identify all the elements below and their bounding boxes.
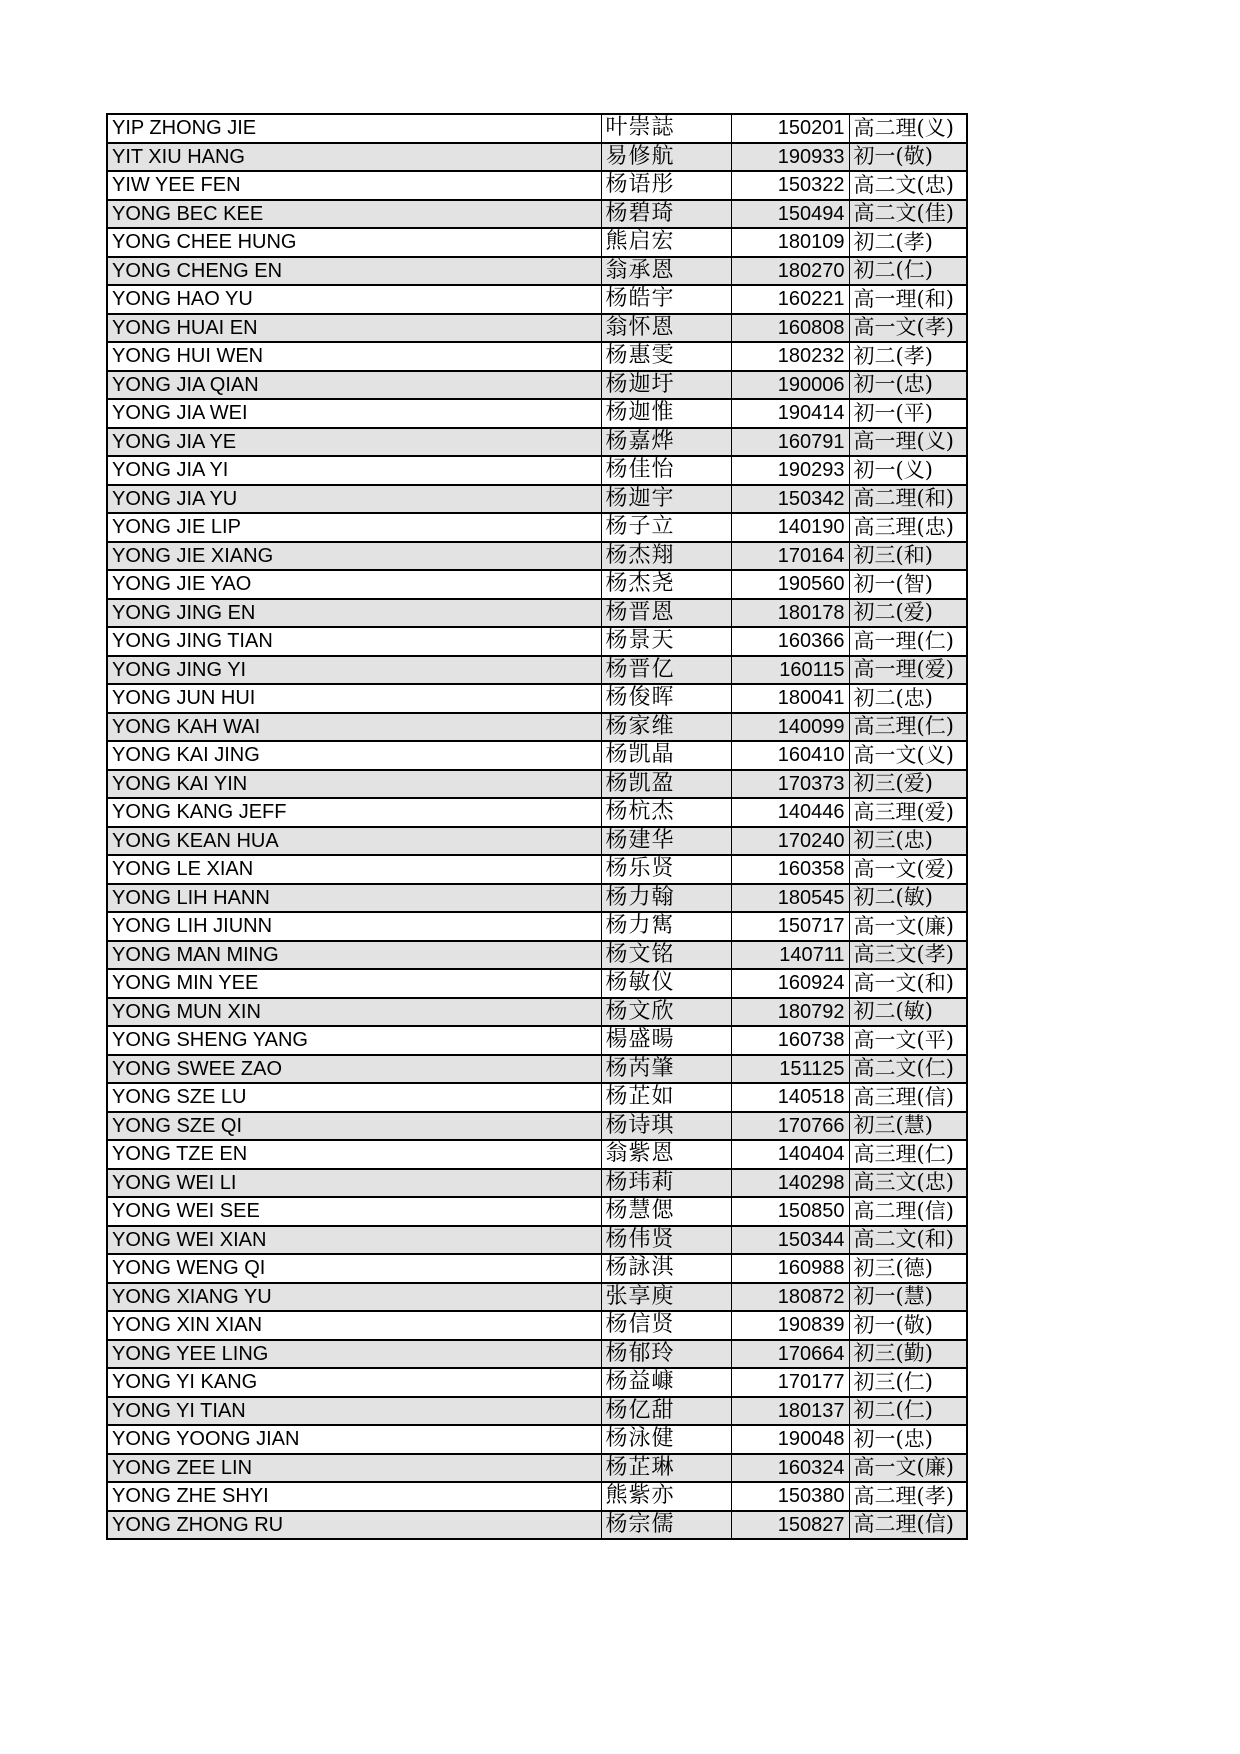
table-row [107,1083,967,1112]
table-row [107,656,967,685]
table-row [107,1311,967,1340]
student-name-cell: YONG YEE LING [107,1340,601,1369]
chinese-name-cell: 杨乐贤 [601,855,731,884]
student-id-cell: 170766 [731,1112,849,1141]
student-name-cell: YONG CHEE HUNG [107,228,601,257]
student-id-cell: 180232 [731,342,849,371]
table-row [107,998,967,1027]
table-row [107,1226,967,1255]
class-cell: 初三(和) [849,542,967,571]
table-row [107,1055,967,1084]
chinese-name-cell: 杨力寯 [601,912,731,941]
student-name-cell: YONG YOONG JIAN [107,1425,601,1454]
student-id-cell: 180137 [731,1397,849,1426]
table-row [107,1397,967,1426]
student-name-cell: YONG KEAN HUA [107,827,601,856]
class-cell: 高二文(佳) [849,200,967,229]
class-cell: 高一文(义) [849,741,967,770]
table-row [107,1197,967,1226]
student-name-cell: YONG MIN YEE [107,969,601,998]
table-row [107,143,967,172]
student-id-cell: 170164 [731,542,849,571]
class-cell: 高二理(信) [849,1511,967,1540]
class-cell: 高三理(仁) [849,713,967,742]
chinese-name-cell: 杨俊晖 [601,684,731,713]
chinese-name-cell: 杨信贤 [601,1311,731,1340]
student-name-cell: YONG XIN XIAN [107,1311,601,1340]
student-name-cell: YONG MAN MING [107,941,601,970]
chinese-name-cell: 杨益嵻 [601,1368,731,1397]
chinese-name-cell: 张享庾 [601,1283,731,1312]
student-id-cell: 140190 [731,513,849,542]
chinese-name-cell: 杨芷琳 [601,1454,731,1483]
student-id-cell: 150827 [731,1511,849,1540]
student-name-cell: YONG WEI SEE [107,1197,601,1226]
table-row [107,1340,967,1369]
student-id-cell: 160924 [731,969,849,998]
student-id-cell: 150342 [731,485,849,514]
table-row [107,684,967,713]
student-id-cell: 180041 [731,684,849,713]
chinese-name-cell: 杨力翰 [601,884,731,913]
student-id-cell: 190933 [731,143,849,172]
table-row [107,741,967,770]
student-name-cell: YONG JING TIAN [107,627,601,656]
student-id-cell: 170240 [731,827,849,856]
chinese-name-cell: 杨语彤 [601,171,731,200]
class-cell: 初一(慧) [849,1283,967,1312]
table-row [107,257,967,286]
chinese-name-cell: 杨郁玲 [601,1340,731,1369]
student-name-cell: YONG JIE YAO [107,570,601,599]
class-cell: 初一(忠) [849,371,967,400]
student-id-cell: 170664 [731,1340,849,1369]
student-name-cell: YONG SWEE ZAO [107,1055,601,1084]
student-name-cell: YONG SZE QI [107,1112,601,1141]
student-name-cell: YONG ZHE SHYI [107,1482,601,1511]
table-row [107,456,967,485]
table-row [107,171,967,200]
student-name-cell: YONG KAH WAI [107,713,601,742]
chinese-name-cell: 杨泳健 [601,1425,731,1454]
class-cell: 高二文(仁) [849,1055,967,1084]
student-id-cell: 140099 [731,713,849,742]
table-row [107,114,967,143]
chinese-name-cell: 杨敏仪 [601,969,731,998]
table-row [107,969,967,998]
chinese-name-cell: 杨家维 [601,713,731,742]
table-row [107,599,967,628]
class-cell: 初三(慧) [849,1112,967,1141]
table-row [107,912,967,941]
class-cell: 高一理(和) [849,285,967,314]
chinese-name-cell: 熊紫亦 [601,1482,731,1511]
class-cell: 高三理(忠) [849,513,967,542]
student-name-cell: YONG ZEE LIN [107,1454,601,1483]
student-name-cell: YONG JING EN [107,599,601,628]
student-name-cell: YONG JIA YE [107,428,601,457]
student-name-cell: YONG HUI WEN [107,342,601,371]
student-id-cell: 140711 [731,941,849,970]
chinese-name-cell: 杨迦惟 [601,399,731,428]
student-id-cell: 160988 [731,1254,849,1283]
class-cell: 高三理(信) [849,1083,967,1112]
chinese-name-cell: 杨诗琪 [601,1112,731,1141]
table-row [107,371,967,400]
class-cell: 初二(爱) [849,599,967,628]
student-id-cell: 190560 [731,570,849,599]
chinese-name-cell: 杨皓宇 [601,285,731,314]
class-cell: 初三(勤) [849,1340,967,1369]
table-row [107,770,967,799]
student-id-cell: 180178 [731,599,849,628]
class-cell: 高一理(义) [849,428,967,457]
chinese-name-cell: 杨杰翔 [601,542,731,571]
chinese-name-cell: 杨惠雯 [601,342,731,371]
student-name-cell: YONG JUN HUI [107,684,601,713]
student-id-cell: 150344 [731,1226,849,1255]
table-row [107,314,967,343]
class-cell: 初二(仁) [849,1397,967,1426]
table-row [107,713,967,742]
student-id-cell: 160738 [731,1026,849,1055]
student-id-cell: 160358 [731,855,849,884]
class-cell: 初二(孝) [849,342,967,371]
student-id-cell: 190414 [731,399,849,428]
student-id-cell: 150717 [731,912,849,941]
chinese-name-cell: 杨嘉烨 [601,428,731,457]
class-cell: 高三文(忠) [849,1169,967,1198]
class-cell: 初三(爱) [849,770,967,799]
class-cell: 高二理(信) [849,1197,967,1226]
student-name-cell: YONG SHENG YANG [107,1026,601,1055]
class-cell: 初二(敏) [849,998,967,1027]
chinese-name-cell: 叶崇誌 [601,114,731,143]
student-name-cell: YONG TZE EN [107,1140,601,1169]
student-name-cell: YONG SZE LU [107,1083,601,1112]
student-name-cell: YONG MUN XIN [107,998,601,1027]
chinese-name-cell: 杨慧偲 [601,1197,731,1226]
table-row [107,485,967,514]
chinese-name-cell: 杨宗儒 [601,1511,731,1540]
table-row [107,1169,967,1198]
student-name-cell: YONG JIA WEI [107,399,601,428]
student-id-cell: 190839 [731,1311,849,1340]
student-id-cell: 160366 [731,627,849,656]
student-name-cell: YONG CHENG EN [107,257,601,286]
chinese-name-cell: 杨文欣 [601,998,731,1027]
class-cell: 高一理(爱) [849,656,967,685]
student-name-cell: YIW YEE FEN [107,171,601,200]
table-row [107,1254,967,1283]
student-name-cell: YIP ZHONG JIE [107,114,601,143]
table-row [107,513,967,542]
class-cell: 高一文(爱) [849,855,967,884]
student-roster-table [106,113,968,1540]
class-cell: 高三文(孝) [849,941,967,970]
chinese-name-cell: 杨詠淇 [601,1254,731,1283]
student-id-cell: 160808 [731,314,849,343]
student-name-cell: YONG HUAI EN [107,314,601,343]
table-row [107,884,967,913]
class-cell: 初二(孝) [849,228,967,257]
student-name-cell: YONG LIH JIUNN [107,912,601,941]
class-cell: 初一(智) [849,570,967,599]
student-id-cell: 190293 [731,456,849,485]
chinese-name-cell: 杨玮莉 [601,1169,731,1198]
student-name-cell: YIT XIU HANG [107,143,601,172]
chinese-name-cell: 杨杭杰 [601,798,731,827]
student-id-cell: 151125 [731,1055,849,1084]
student-name-cell: YONG WENG QI [107,1254,601,1283]
table-row [107,1425,967,1454]
table-row [107,1454,967,1483]
student-name-cell: YONG BEC KEE [107,200,601,229]
chinese-name-cell: 杨建华 [601,827,731,856]
student-id-cell: 160115 [731,656,849,685]
student-name-cell: YONG JIE LIP [107,513,601,542]
chinese-name-cell: 杨芷如 [601,1083,731,1112]
class-cell: 高一理(仁) [849,627,967,656]
student-id-cell: 160221 [731,285,849,314]
student-name-cell: YONG KANG JEFF [107,798,601,827]
table-row [107,542,967,571]
student-id-cell: 150322 [731,171,849,200]
class-cell: 高一文(和) [849,969,967,998]
class-cell: 高二理(孝) [849,1482,967,1511]
student-id-cell: 150380 [731,1482,849,1511]
student-id-cell: 150494 [731,200,849,229]
class-cell: 初三(忠) [849,827,967,856]
chinese-name-cell: 楊盛暘 [601,1026,731,1055]
student-id-cell: 180270 [731,257,849,286]
table-row [107,1368,967,1397]
student-name-cell: YONG KAI JING [107,741,601,770]
chinese-name-cell: 杨杰尧 [601,570,731,599]
class-cell: 初一(敬) [849,143,967,172]
table-row [107,941,967,970]
table-row [107,1026,967,1055]
table-row [107,1112,967,1141]
class-cell: 高一文(廉) [849,912,967,941]
chinese-name-cell: 杨晋亿 [601,656,731,685]
student-id-cell: 170373 [731,770,849,799]
class-cell: 高二理(义) [849,114,967,143]
chinese-name-cell: 翁怀恩 [601,314,731,343]
student-name-cell: YONG WEI XIAN [107,1226,601,1255]
class-cell: 高一文(平) [849,1026,967,1055]
chinese-name-cell: 杨文铭 [601,941,731,970]
student-name-cell: YONG YI KANG [107,1368,601,1397]
student-id-cell: 190006 [731,371,849,400]
student-name-cell: YONG WEI LI [107,1169,601,1198]
chinese-name-cell: 杨迦圩 [601,371,731,400]
class-cell: 高一文(孝) [849,314,967,343]
student-name-cell: YONG JIA YU [107,485,601,514]
chinese-name-cell: 杨碧琦 [601,200,731,229]
chinese-name-cell: 杨凯盈 [601,770,731,799]
student-id-cell: 180872 [731,1283,849,1312]
chinese-name-cell: 杨伟贤 [601,1226,731,1255]
table-row [107,855,967,884]
class-cell: 初三(仁) [849,1368,967,1397]
table-row [107,1140,967,1169]
student-id-cell: 190048 [731,1425,849,1454]
table-row [107,1511,967,1540]
class-cell: 初一(忠) [849,1425,967,1454]
table-row [107,1283,967,1312]
class-cell: 初二(敏) [849,884,967,913]
chinese-name-cell: 杨亿甜 [601,1397,731,1426]
student-name-cell: YONG KAI YIN [107,770,601,799]
student-name-cell: YONG HAO YU [107,285,601,314]
class-cell: 初一(义) [849,456,967,485]
table-row [107,827,967,856]
student-id-cell: 180792 [731,998,849,1027]
class-cell: 高一文(廉) [849,1454,967,1483]
table-row [107,428,967,457]
table-row [107,285,967,314]
chinese-name-cell: 熊启宏 [601,228,731,257]
student-id-cell: 180545 [731,884,849,913]
student-name-cell: YONG ZHONG RU [107,1511,601,1540]
chinese-name-cell: 杨景天 [601,627,731,656]
class-cell: 高二理(和) [849,485,967,514]
student-name-cell: YONG JIA YI [107,456,601,485]
class-cell: 高二文(和) [849,1226,967,1255]
student-id-cell: 160410 [731,741,849,770]
student-id-cell: 140298 [731,1169,849,1198]
student-id-cell: 170177 [731,1368,849,1397]
chinese-name-cell: 翁承恩 [601,257,731,286]
student-id-cell: 140404 [731,1140,849,1169]
class-cell: 高三理(仁) [849,1140,967,1169]
chinese-name-cell: 杨凯晶 [601,741,731,770]
class-cell: 初二(仁) [849,257,967,286]
table-row [107,570,967,599]
chinese-name-cell: 易修航 [601,143,731,172]
class-cell: 初一(敬) [849,1311,967,1340]
student-name-cell: YONG LIH HANN [107,884,601,913]
table-row [107,200,967,229]
student-roster-body [107,114,967,1539]
student-id-cell: 160791 [731,428,849,457]
class-cell: 初三(德) [849,1254,967,1283]
chinese-name-cell: 翁紫恩 [601,1140,731,1169]
student-id-cell: 150850 [731,1197,849,1226]
student-name-cell: YONG XIANG YU [107,1283,601,1312]
student-id-cell: 140518 [731,1083,849,1112]
student-id-cell: 180109 [731,228,849,257]
student-id-cell: 150201 [731,114,849,143]
chinese-name-cell: 杨晋恩 [601,599,731,628]
table-row [107,228,967,257]
table-row [107,342,967,371]
chinese-name-cell: 杨芮肇 [601,1055,731,1084]
class-cell: 高二文(忠) [849,171,967,200]
student-id-cell: 160324 [731,1454,849,1483]
student-name-cell: YONG JING YI [107,656,601,685]
chinese-name-cell: 杨子立 [601,513,731,542]
class-cell: 初一(平) [849,399,967,428]
student-name-cell: YONG JIE XIANG [107,542,601,571]
student-name-cell: YONG YI TIAN [107,1397,601,1426]
student-name-cell: YONG LE XIAN [107,855,601,884]
table-row [107,1482,967,1511]
chinese-name-cell: 杨迦宇 [601,485,731,514]
class-cell: 高三理(爱) [849,798,967,827]
table-row [107,399,967,428]
table-row [107,798,967,827]
student-id-cell: 140446 [731,798,849,827]
table-row [107,627,967,656]
chinese-name-cell: 杨佳怡 [601,456,731,485]
class-cell: 初二(忠) [849,684,967,713]
student-name-cell: YONG JIA QIAN [107,371,601,400]
